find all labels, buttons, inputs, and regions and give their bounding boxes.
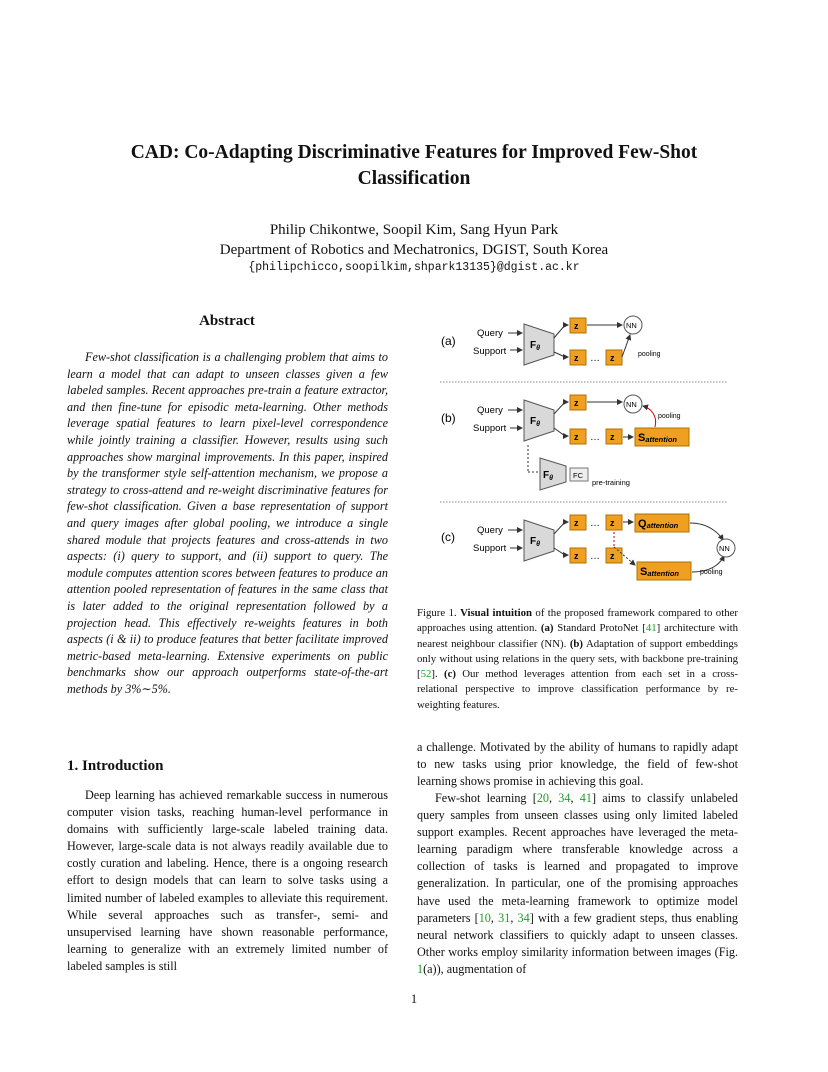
svg-text:z: z (610, 518, 615, 528)
right-column-paragraph-2: Few-shot learning [20, 34, 41] aims to classify unlabeled query samples from unseen classes using only limited labeled support examples. Recent approaches have leveraged the meta-learning paradigm where transferable knowledge across a collection of tasks is learned and propagated to improve generalization. In particular, one of the promising approaches have used the meta-learning framework to optimize model parameters [10, 31, 34] with a few gradient steps, thus enabling neural network classifiers to quickly adapt to unseen classes. Other works employ similarity information between images (Fig. 1(a)), augmentation of (417, 791, 739, 976)
svg-text:FC: FC (573, 471, 583, 480)
svg-text:z: z (610, 551, 615, 561)
query-label-a: Query (477, 328, 503, 339)
citation-link[interactable]: 41 (579, 791, 592, 805)
svg-text:pooling: pooling (658, 413, 681, 420)
figure-caption: Figure 1. Visual intuition of the proposed framework compared to other approaches using attention. (a) Standard ProtoNet [41] architecture with nearest neighbour classifier (NN). (b) Adaptation of support embeddings only without using relations in the query sets, with backbone pre-training [52]. (c) Our method leverages attention from each set in a cross-relational perspective to improve classification performance by re-weighting features. (417, 607, 738, 711)
svg-text:pooling: pooling (700, 569, 723, 576)
query-label-c: Query (477, 525, 503, 536)
svg-text:Fθ: $F_\theta$ (543, 470, 554, 482)
citation-link[interactable]: 10 (478, 910, 491, 925)
svg-text:NN: NN (719, 544, 730, 553)
svg-text:Sattention: Sattention (638, 432, 678, 444)
page-number: 1 (410, 992, 418, 1006)
authors: Philip Chikontwe, Soopil Kim, Sang Hyun Park (269, 222, 559, 238)
svg-text:Sattention: Sattention (640, 566, 680, 578)
support-label-b: Support (473, 423, 507, 434)
panel-b-label: (b) (441, 411, 456, 425)
svg-text:…: … (590, 432, 600, 443)
svg-text:z: z (574, 353, 579, 363)
email: {philipchicco,soopilkim,shpark13135}@dgist.ac.kr (248, 261, 580, 274)
svg-text:…: … (590, 551, 600, 562)
svg-text:…: … (590, 518, 600, 529)
right-column-paragraph-1: a challenge. Motivated by the ability of humans to rapidly adapt to new tasks using prior knowledge, the field of few-shot learning shows promise in achieving this goal. (417, 740, 738, 789)
citation-link[interactable]: 31 (498, 910, 511, 925)
support-label-a: Support (473, 346, 507, 357)
intro-paragraph: Deep learning has achieved remarkable success in numerous computer vision tasks, reaching human-level performance in domains with sufficiently large-scale labeled training data. However, large-scale data is not always readily available due to costly curation and labeling. Hence, there is a ongoing research effort to design models that can learn to solve tasks using a limited number of labeled examples to alleviate this requirement. While several approaches such as transfer-, semi- and unsupervised learning have shown reasonable performance, learning to generalize with an extremely limited number of labeled samples is still (67, 788, 388, 973)
svg-text:NN: NN (626, 321, 637, 330)
f-theta-a: $F_\theta$ (530, 340, 541, 352)
citation-link[interactable]: 34 (558, 791, 571, 805)
f-theta-b: $F_\theta$ (530, 416, 541, 428)
title-line-2: Classification (357, 168, 471, 189)
paper-title (60, 140, 768, 192)
figure-reference-link[interactable]: 1 (417, 961, 424, 976)
support-label-c: Support (473, 543, 507, 554)
svg-text:Qattention: Qattention (638, 518, 679, 530)
panel-a-label: (a) (441, 334, 456, 348)
svg-text:z: z (610, 353, 615, 363)
svg-text:pooling: pooling (638, 351, 661, 358)
citation-link[interactable]: 20 (536, 791, 549, 805)
abstract-heading: Abstract (199, 313, 255, 329)
section-heading-introduction: 1. Introduction (67, 758, 164, 774)
author-block (60, 220, 768, 260)
panel-c-label: (c) (441, 530, 455, 544)
svg-text:NN: NN (626, 400, 637, 409)
citation-link[interactable]: 41 (645, 622, 657, 635)
query-label-b: Query (477, 405, 503, 416)
svg-text:z: z (574, 321, 579, 331)
title-line-1: CAD: Co-Adapting Discriminative Features for Improved Few-Shot (130, 142, 698, 163)
svg-text:z: z (574, 518, 579, 528)
f-theta-c: $F_\theta$ (530, 536, 541, 548)
panel-b (441, 395, 689, 490)
svg-text:z: z (574, 398, 579, 408)
svg-text:z: z (574, 551, 579, 561)
svg-text:pre-training: pre-training (592, 478, 630, 487)
svg-text:z: z (574, 432, 579, 442)
citation-link[interactable]: 34 (517, 910, 530, 925)
panel-a (441, 316, 661, 365)
panel-c (441, 514, 735, 580)
svg-text:…: … (590, 353, 600, 364)
citation-link[interactable]: 52 (420, 668, 432, 681)
affiliation: Department of Robotics and Mechatronics, DGIST, South Korea (219, 242, 609, 258)
abstract-text: Few-shot classification is a challenging problem that aims to learn a model that can adapt to unseen classes given a few labeled samples. Recent approaches pre-train a feature extractor, and then fine-tune for episodic meta-learning. Other methods leverage spatial features to learn pixel-level correspondence while jointly training a classifier. However, results using such approaches show marginal improvements. In this paper, inspired by the transformer style self-attention mechanism, we propose a strategy to cross-attend and re-weight discriminative features for few-shot classification. Given a base representation of support and query images after global pooling, we introduce a single shared module that projects features and cross-attends in two aspects: (i) query to support, and (ii) support to query. The module computes attention scores between features to produce an attention pooled representation of features in the same class that is later added to the original representation followed by a projection head. This effectively re-weights features in both aspects (i & ii) to produce features that better facilitate improved metric-based meta-learning. Extensive experiments on public benchmarks show our approach outperforms state-of-the-art methods by 3%∼5%. (67, 350, 388, 696)
figure-1 (430, 310, 750, 590)
svg-text:z: z (610, 432, 615, 442)
